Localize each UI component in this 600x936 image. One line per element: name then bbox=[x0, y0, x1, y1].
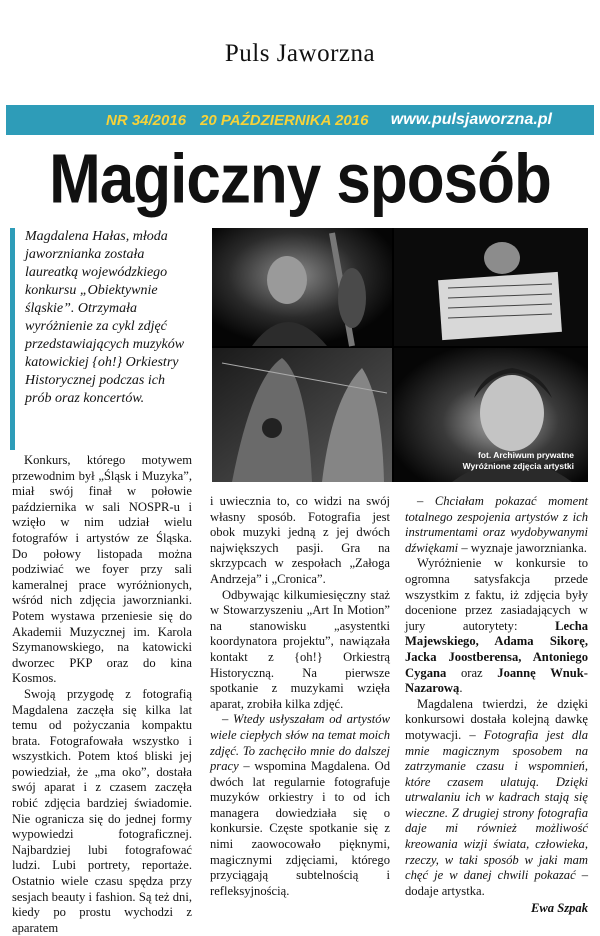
paragraph bbox=[405, 556, 588, 696]
paragraph bbox=[405, 494, 588, 556]
jury-name: Joannę Wnuk-Nazarową bbox=[405, 665, 588, 696]
issue-date: 20 PAŹDZIERNIKA 2016 bbox=[200, 111, 369, 129]
article-column-3 bbox=[405, 494, 588, 917]
paragraph-text: – dodaje artystka. bbox=[405, 868, 589, 898]
jury-names: Lecha Majewskiego, Adama Sikorę, Jacka Joostberensa, Antoniego Cygana bbox=[405, 618, 588, 680]
paragraph-text: – wyznaje jaworznianka. bbox=[458, 540, 587, 555]
paragraph-text: Wyróżnienie w konkursie to ogromna satysfakcja przede wszystkim z faktu, iż zdjęcia były docenione przez zasiadających w jury autorytety: bbox=[405, 556, 588, 633]
quote: – Fotografia jest dla mnie magicznym sposobem na zatrzymanie czasu i wspomnień, które czasem ulatują. Dzięki utrwalaniu ich w kadrach stają się wieczne. Z drugiej strony fotografia daje mi również możliwość kreowania wizji świata, człowieka, rzeczy, w taki sposób w jaki mam chęć je w danej chwili pokazać bbox=[405, 727, 588, 883]
paragraph-text: . bbox=[459, 681, 463, 696]
author-signature: Ewa Szpak bbox=[530, 901, 588, 916]
photo-collage-image bbox=[212, 228, 588, 482]
photo-credit: fot. Archiwum prywatne bbox=[477, 450, 574, 460]
photo-description: Wyróżnione zdjęcia artystki bbox=[462, 461, 574, 471]
article-headline: Magiczny sposób bbox=[49, 141, 551, 219]
quote: – Chciałam pokazać moment totalnego zespojenia artystów z ich instrumentami oraz wydobywanymi dźwiękami bbox=[405, 494, 588, 555]
issue-number: NR 34/2016 bbox=[106, 111, 187, 129]
paragraph: i uwiecznia to, co widzi na swój własny sposób. Fotografia jest obok muzyki jedną z jej dwóch największych pasji. Gra na skrzypcach w zespołach „Załoga Andrzeja” i „Cronica”. bbox=[210, 494, 390, 586]
website-url: www.pulsjaworzna.pl bbox=[390, 111, 552, 128]
article-column-1 bbox=[12, 453, 192, 936]
paragraph-text: – wspomina Magdalena. Od dwóch lat regularnie fotografuje muzyków orkiestry i to od ich managera dowiedziała się o konkursie. Częste spotkanie się z nimi zaowocowało pięknymi, magicznymi zdjęciami, którego przyciągają subtelnością i refleksyjnością. bbox=[210, 759, 390, 898]
issue-info-bar bbox=[6, 105, 594, 135]
quote: – Wtedy usłyszałam od artystów wiele ciepłych słów na temat moich zdjęć. To zachęciło mnie do dalszej pracy bbox=[210, 712, 390, 774]
paragraph bbox=[210, 712, 390, 899]
paragraph-text: oraz bbox=[446, 665, 498, 680]
paragraph bbox=[405, 697, 588, 900]
masthead: Puls Jaworzna bbox=[224, 40, 376, 67]
paragraph: Konkurs, którego motywem przewodnim był „Śląsk i Muzyka”, miał swój finał w połowie października w sali NOSPR-u i wzięło w nim udział wielu fotografów i artystów ze Śląska. Do połowy listopada można podziwiać we foyer przy sali kameralnej prace wyróżnionych, wśród nich zdjęcia jaworznianki. Potem wystawa przeniesie się do Akademii Muzycznej im. Karola Szymanowskiego, na katowicki dworzec PKP oraz do kina Kosmos. bbox=[12, 453, 192, 686]
article-lead: Magdalena Hałas, młoda jaworznianka została laureatką wojewódzkiego konkursu „Obiektywnie śląskie”. Otrzymała wyróżnienie za cykl zdjęć przedstawiających muzyków katowickiej {oh!} Orkiestry Historycznej podczas ich prób oraz koncertów. bbox=[10, 228, 192, 450]
article-column-2 bbox=[210, 494, 390, 899]
article-photo-collage bbox=[212, 228, 588, 482]
paragraph: Odbywając kilkumiesięczny staż w Stowarzyszeniu „Art In Motion” na stanowisku „asystentki koordynatora projektu”, nawiązała kontakt z {oh!} Orkiestrą Historyczną. Na pierwsze spotkanie z muzykami wzięła aparat, zrobiła kilka zdjęć. bbox=[210, 587, 390, 711]
paragraph-text: Magdalena twierdzi, że dzięki konkursowi dostała kolejną dawkę motywacji. bbox=[405, 696, 588, 742]
photo-caption bbox=[463, 450, 574, 472]
paragraph: Swoją przygodę z fotografią Magdalena zaczęła się kilka lat temu od pożyczania kompaktu brata. Fotografowała wszystko i wszystkich. Potem ktoś bliski jej powiedział, że „ma oko”, dostała swój aparat i z czasem zaczęła robić zdjęcia bardziej świadomie. Nie ogranicza się do jednej formy wypowiedzi fotograficznej. Najbardziej lubi fotografować ludzi. Lubi portrety, reportaże. Ostatnio wiele czasu spędza przy sesjach beauty i fashion. Są też dni, kiedy po prostu wychodzi z aparatem bbox=[12, 686, 192, 935]
